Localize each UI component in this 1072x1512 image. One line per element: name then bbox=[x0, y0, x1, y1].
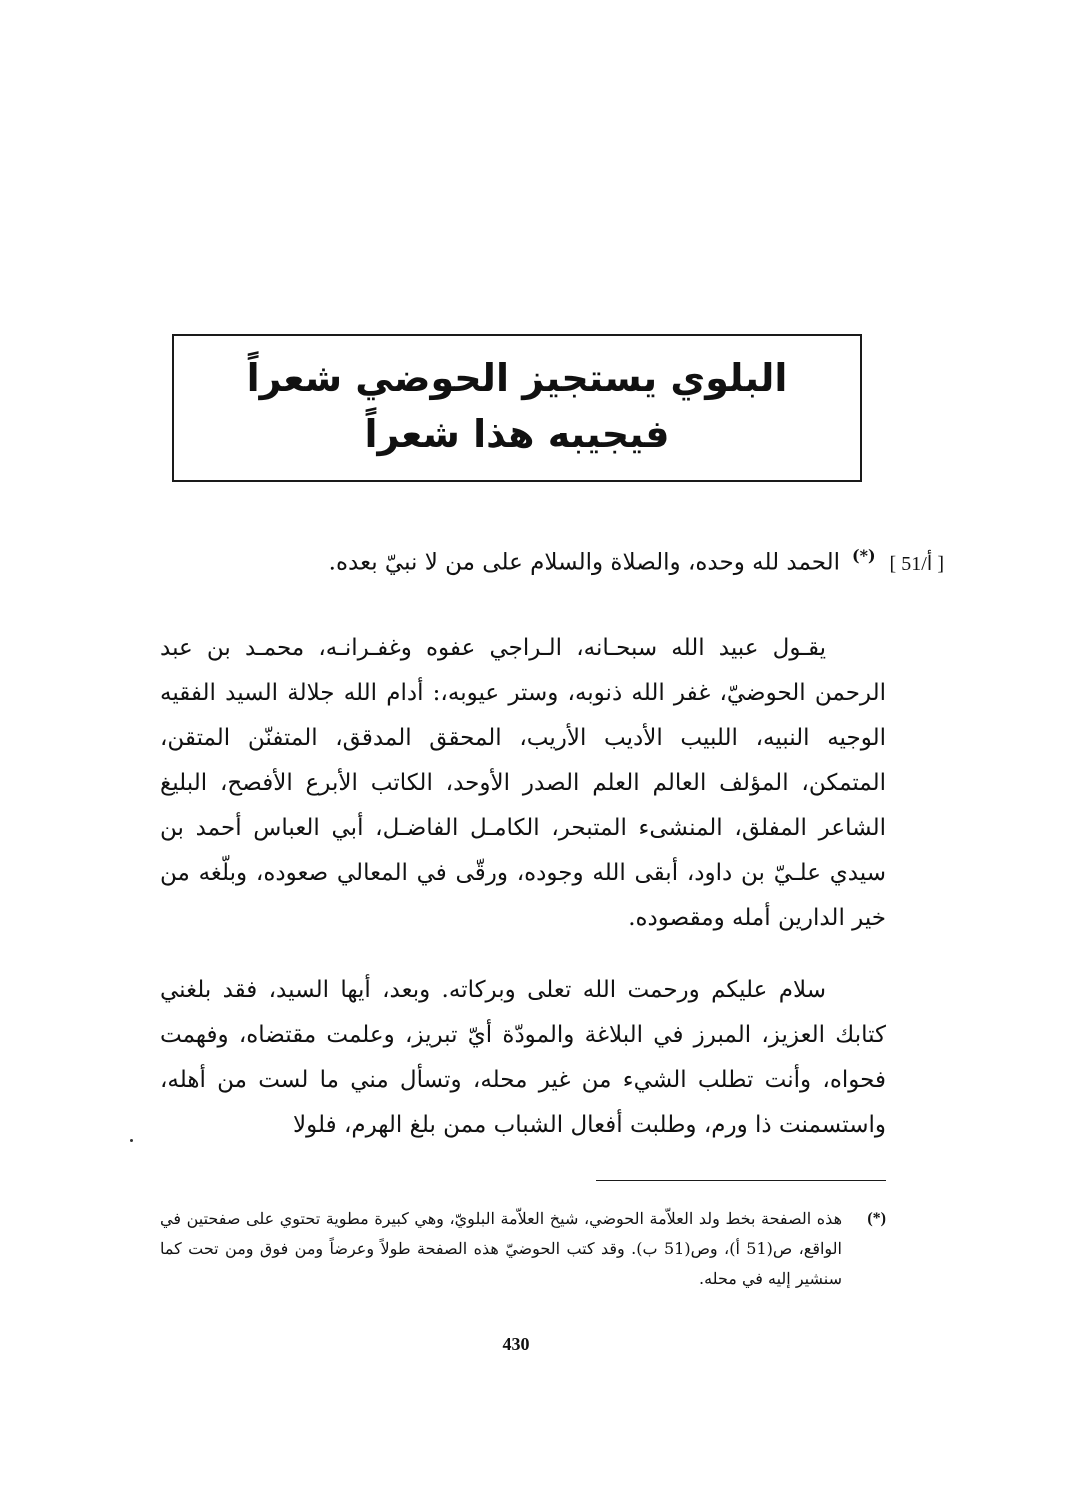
opening-text: الحمد لله وحده، والصلاة والسلام على من لا نبيّ بعده. bbox=[328, 549, 841, 576]
footnote-reference: (*) bbox=[852, 546, 876, 565]
title-box bbox=[172, 334, 862, 482]
footnote-divider bbox=[596, 1180, 886, 1181]
page-number: 430 bbox=[502, 1334, 530, 1354]
paragraph-2: سلام عليكم ورحمت الله تعلى وبركاته. وبعد، أيها السيد، فقد بلغني كتابك العزيز، المبرز في البلاغة والمودّة أيّ تبريز، وعلمت مقتضاه، وفهمت فحواه، وأنت تطلب الشيء من غير محله، وتسأل مني ما لست من أهله، واستسمنت ذا ورم، وطلبت أفعال الشباب ممن بلغ الهرم، فلولا bbox=[160, 977, 886, 1138]
scan-speck bbox=[130, 1139, 133, 1142]
footnote-text: هذه الصفحة بخط ولد العلاّمة الحوضي، شيخ العلاّمة البلويّ، وهي كبيرة مطوية تحتوي على صفحتين في الواقع، ص(51 أ)، وص(51 ب). وقد كتب الحوضيّ هذه الصفحة طولاً وعرضاً ومن فوق ومن تحت كما سنشير إليه في محله. bbox=[160, 1209, 843, 1288]
footnote bbox=[160, 1204, 886, 1294]
paragraph-1: يقـول عبيد الله سبحـانه، الـراجي عفوه وغفـرانـه، محمـد بن عبد الرحمن الحوضيّ، غفر الله ذنوبه، وستر عيوبه،: أدام الله جلالة السيد الفقيه الوجيه النبيه، اللبيب الأديب الأريب، المحقق المدقق، المتفنّن المتقن، المتمكن، المؤلف العالم العلم الصدر الأوحد، الكاتب الأبرع الأفصح، البليغ الشاعر المفلق، المنشىء المتبحر، الكامـل الفاضـل، أبي العباس أحمد بن سيدي علـيّ بن داود، أبقى الله وجوده، ورقّى في المعالي صعوده، وبلّغه من خير الدارين أمله ومقصوده. bbox=[160, 635, 886, 931]
folio-reference: [ 51/أ ] bbox=[889, 552, 944, 575]
title-line-2: فيجيبه هذا شعراً bbox=[364, 412, 670, 456]
opening-line bbox=[184, 536, 944, 584]
footnote-marker: (*) bbox=[867, 1210, 886, 1227]
title-line-1: البلوي يستجيز الحوضي شعراً bbox=[246, 356, 788, 400]
